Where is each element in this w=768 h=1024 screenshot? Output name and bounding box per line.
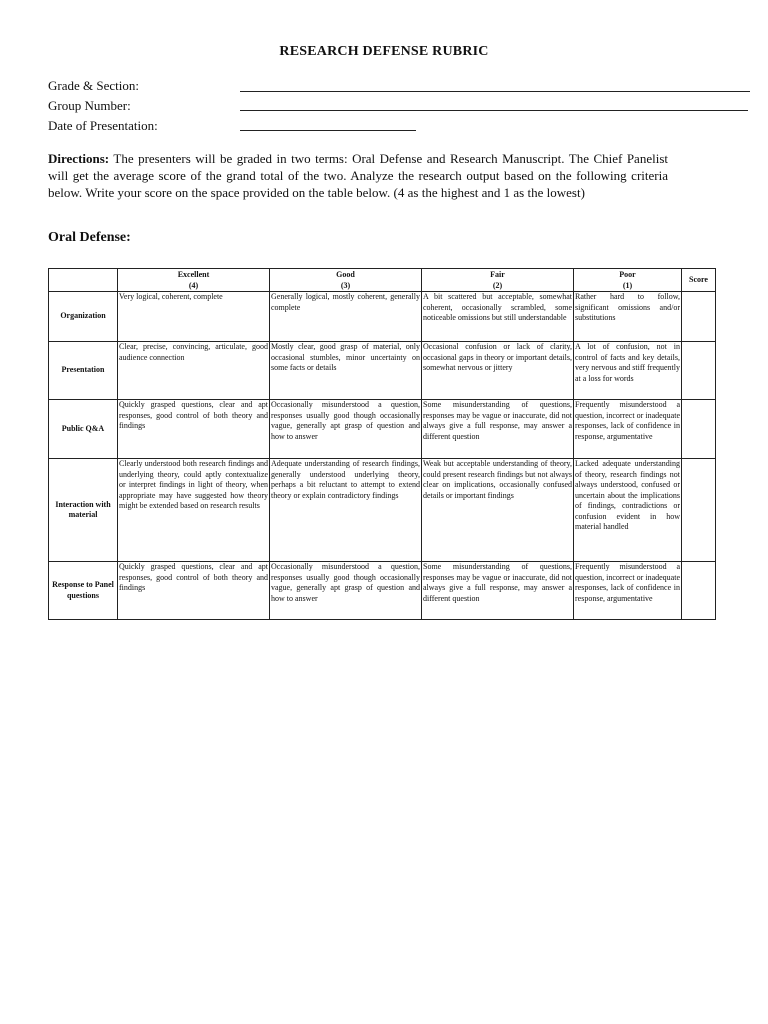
rubric-cell-excellent: Very logical, coherent, complete: [118, 292, 270, 342]
score-cell[interactable]: [682, 400, 716, 459]
rubric-cell-fair: Some misunderstanding of questions, responses may be vague or inaccurate, did not always give a full response, may answer a different question: [422, 562, 574, 620]
section-heading: Oral Defense:: [48, 230, 131, 245]
column-header-good: [270, 269, 422, 292]
rubric-cell-poor: A lot of confusion, not in control of facts and key details, very nervous and stiff frequently at a loss for words: [574, 342, 682, 400]
column-header-label: Fair: [490, 270, 505, 279]
rubric-cell-fair: Some misunderstanding of questions, responses may be vague or inaccurate, did not always give a full response, may answer a different question: [422, 400, 574, 459]
rubric-cell-excellent: Quickly grasped questions, clear and apt responses, good control of both theory and findings: [118, 562, 270, 620]
rubric-cell-excellent: Clear, precise, convincing, articulate, good audience connection: [118, 342, 270, 400]
date-of-presentation-line[interactable]: [240, 130, 416, 131]
column-header-label: Poor: [619, 270, 636, 279]
rubric-cell-good: Generally logical, mostly coherent, generally complete: [270, 292, 422, 342]
rubric-table: [48, 268, 716, 620]
rubric-cell-poor: Rather hard to follow, significant omissions and/or substitutions: [574, 292, 682, 342]
directions-text: The presenters will be graded in two terms: Oral Defense and Research Manuscript. The Chief Panelist will get the average score of the grand total of the two. Analyze the research output based on the following criteria below. Write your score on the space provided on the table below. (4 as the highest and 1 as the lowest): [48, 151, 668, 200]
column-header-points: (2): [492, 280, 503, 290]
rubric-cell-poor: Lacked adequate understanding of theory, research findings not always understood, confused or uncertain about the implications of findings, contradictions or confusion evident in how material handled: [574, 459, 682, 562]
column-header-poor: [574, 269, 682, 292]
grade-section-line[interactable]: [240, 91, 750, 92]
rubric-row-public-qa: [49, 400, 716, 459]
rubric-cell-fair: Weak but acceptable understanding of theory, could present research findings but not always clear on implications, occasionally confused details or important findings: [422, 459, 574, 562]
directions-label: Directions:: [48, 151, 110, 166]
rubric-cell-good: Mostly clear, good grasp of material, only occasional stumbles, minor uncertainty on some facts or details: [270, 342, 422, 400]
rubric-header-row: [49, 269, 716, 292]
rubric-cell-good: Occasionally misunderstood a question, responses usually good though occasionally vague, generally apt grasp of question and how to answer: [270, 562, 422, 620]
criterion-cell: Public Q&A: [49, 400, 118, 459]
column-header-points: (3): [340, 280, 351, 290]
rubric-cell-fair: Occasional confusion or lack of clarity, occasional gaps in theory or important details, somewhat nervous or jittery: [422, 342, 574, 400]
rubric-cell-excellent: Quickly grasped questions, clear and apt responses, good control of both theory and findings: [118, 400, 270, 459]
score-cell[interactable]: [682, 459, 716, 562]
rubric-cell-excellent: Clearly understood both research findings and underlying theory, could aptly contextualize or interpret findings in light of theory, when appropriate may have suggested how theory might be extended based on research results: [118, 459, 270, 562]
column-header-label: Good: [336, 270, 355, 279]
date-of-presentation-label: Date of Presentation:: [48, 118, 158, 133]
directions-paragraph: [48, 150, 668, 201]
column-header-label: Excellent: [177, 270, 210, 279]
page-title: RESEARCH DEFENSE RUBRIC: [279, 44, 489, 59]
score-cell[interactable]: [682, 292, 716, 342]
rubric-row-organization: [49, 292, 716, 342]
rubric-cell-fair: A bit scattered but acceptable, somewhat coherent, occasionally scrambled, some noticeable omissions but still understandable: [422, 292, 574, 342]
rubric-row-presentation: [49, 342, 716, 400]
rubric-cell-poor: Frequently misunderstood a question, incorrect or inadequate responses, lack of confidence in response, argumentative: [574, 562, 682, 620]
column-header-score: Score: [682, 269, 716, 292]
rubric-cell-good: Adequate understanding of research findings, generally understood underlying theory, perhaps a bit reluctant to attempt to extend theory or explain contradictory findings: [270, 459, 422, 562]
group-number-line[interactable]: [240, 110, 748, 111]
score-cell[interactable]: [682, 562, 716, 620]
group-number-label: Group Number:: [48, 98, 131, 113]
rubric-cell-good: Occasionally misunderstood a question, responses usually good though occasionally vague, generally apt grasp of question and how to answer: [270, 400, 422, 459]
criterion-cell: Interaction with material: [49, 459, 118, 562]
rubric-row-response-to-panel: [49, 562, 716, 620]
criterion-cell: Response to Panel questions: [49, 562, 118, 620]
column-header-points: (4): [188, 280, 199, 290]
column-header-fair: [422, 269, 574, 292]
rubric-cell-poor: Frequently misunderstood a question, incorrect or inadequate responses, lack of confidence in response, argumentative: [574, 400, 682, 459]
rubric-row-interaction-with-material: [49, 459, 716, 562]
criterion-cell: Presentation: [49, 342, 118, 400]
criterion-cell: Organization: [49, 292, 118, 342]
column-header-excellent: [118, 269, 270, 292]
criterion-header: [49, 269, 118, 292]
grade-section-label: Grade & Section:: [48, 78, 139, 93]
score-cell[interactable]: [682, 342, 716, 400]
column-header-points: (1): [622, 280, 633, 290]
